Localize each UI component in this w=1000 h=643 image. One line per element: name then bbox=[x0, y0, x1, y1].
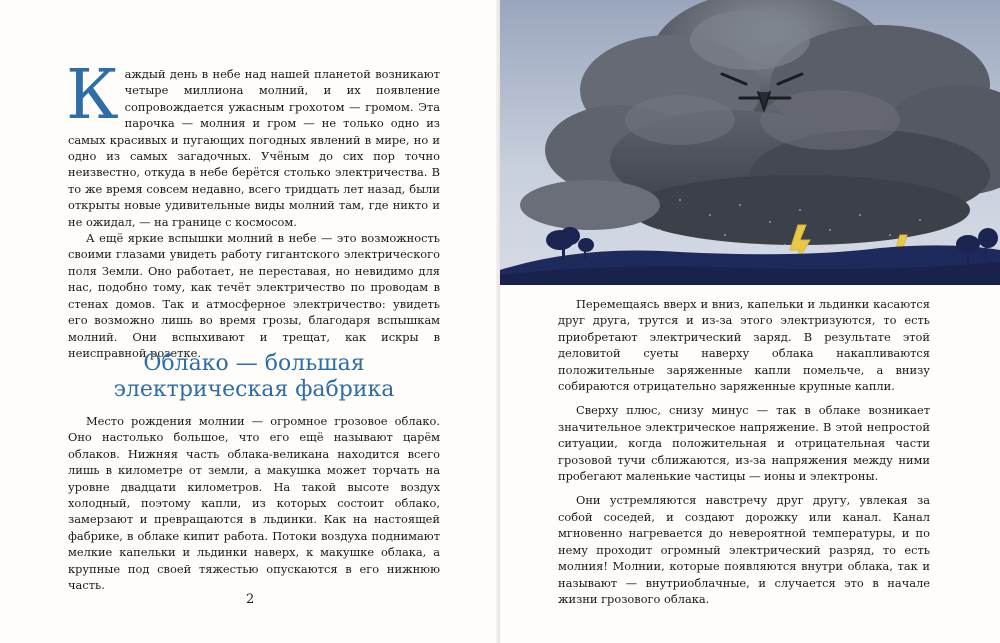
intro-paragraph-1 bbox=[66, 56, 440, 230]
right-paragraph-1: Перемещаясь вверх и вниз, капельки и льдинки касаются друг друга, трутся и из-за этого электризуются, то есть приобретают электрический заряд. В результате этой деловитой суеты наверху облака накапливаются положительные заряженные капли помельче, а внизу собираются отрицательно заряженные крупные капли. bbox=[558, 297, 930, 394]
intro-paragraph-2: А ещё яркие вспышки молний в небе — это возможность своими глазами увидеть работу гигантского электрического поля Земли. Оно работает, не переставая, но невидимо для нас, подобно тому, как течёт электричество по проводам в стенах домов. Так и атмосферное электричество: увидеть его возможно лишь во время грозы, благодаря вспышкам молний. Они вспыхивают и трещат, как искры в неисправной розетке. bbox=[68, 231, 440, 360]
right-text bbox=[558, 296, 930, 615]
section-heading bbox=[68, 351, 440, 403]
section-heading-line-2: электрическая фабрика bbox=[113, 377, 395, 402]
section-heading-line-1: Облако — большая bbox=[143, 351, 365, 376]
section-text bbox=[68, 413, 440, 593]
drop-cap: К bbox=[66, 56, 119, 135]
page-number: 2 bbox=[246, 592, 255, 607]
right-page bbox=[500, 0, 1000, 643]
section-paragraph: Место рождения молнии — огромное грозовое облако. Оно настолько большое, что его ещё называют царём облаков. Нижняя часть облака-великана находится всего лишь в километре от земли, а макушка может торчать на уровне двадцати километров. На такой высоте воздух холодный, поэтому капли, из которых состоит облако, замерзают и превращаются в льдинки. Как на настоящей фабрике, в облаке кипит работа. Потоки воздуха поднимают мелкие капельки и льдинки наверх, к макушке облака, а крупные под своей тяжестью опускаются в его нижнюю часть. bbox=[68, 414, 440, 593]
storm-cloud-illustration bbox=[500, 0, 1000, 285]
right-paragraph-3: Они устремляются навстречу друг другу, увлекая за собой соседей, и создают дорожку или канал. Канал мгновенно нагревается до невероятной температуры, и по нему проходит огромный электрический разряд, то есть молния! Молнии, которые появляются внутри облака, так и называют — внутриоблачные, и случается это в начале жизни грозового облака. bbox=[558, 493, 930, 606]
intro-text bbox=[66, 56, 440, 361]
intro-paragraph-1-text: аждый день в небе над нашей планетой возникают четыре миллиона молний, и их появление сопровождается ужасным грохотом — громом. Эта парочка — молния и гром — не только одно из самых красивых и пугающих погодных явлений в мире, но и одно из самых загадочных. Учёным до сих пор точно неизвестно, откуда в небе берётся столько электричества. В то же время совсем недавно, всего тридцать лет назад, были открыты новые удивительные виды молний там, где никто и не ожидал, — на границе с космосом. bbox=[68, 67, 440, 229]
right-paragraph-2: Сверху плюс, снизу минус — так в облаке возникает значительное электрическое напряжение. В этой непростой ситуации, когда положительная и отрицательная части грозовой тучи сближаются, из-за напряжения между ними пробегают маленькие частицы — ионы и электроны. bbox=[558, 403, 930, 484]
